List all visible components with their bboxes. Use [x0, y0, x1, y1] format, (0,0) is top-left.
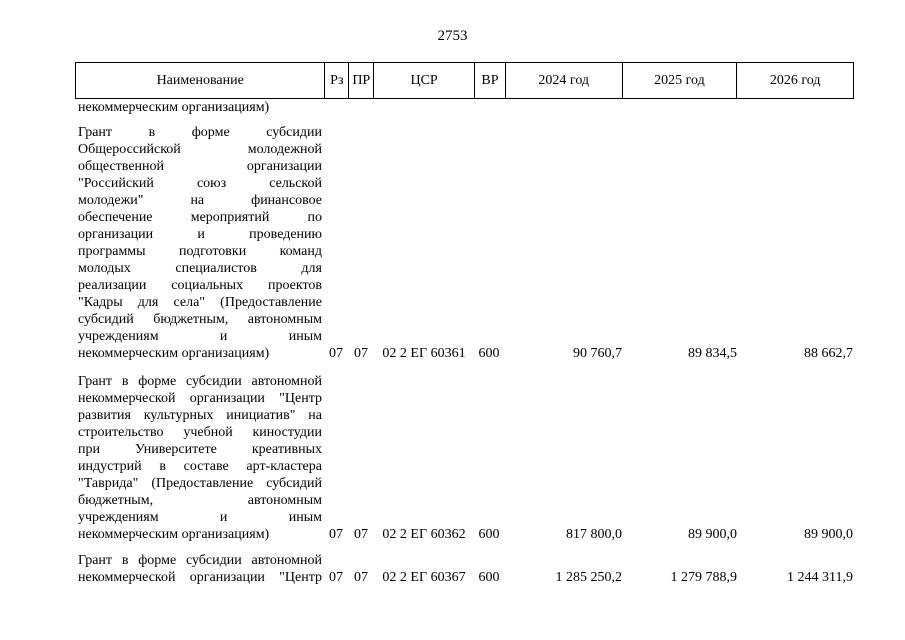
row-2026: 88 662,7	[804, 346, 853, 361]
row-rz: 07	[329, 570, 343, 585]
continuation-text: некоммерческим организациям)	[78, 100, 270, 115]
row-text-line: общественной организации	[78, 159, 322, 174]
row-text-line: учреждениям и иным	[78, 329, 322, 344]
header-2024: 2024 год	[506, 63, 623, 98]
row-vr: 600	[478, 570, 500, 585]
row-2026: 1 244 311,9	[787, 570, 853, 585]
row-text-line: молодых специалистов для	[78, 261, 322, 276]
row-csr: 02 2 ЕГ 60362	[382, 527, 466, 542]
row-text-line: некоммерческим организациям)	[78, 527, 270, 542]
row-text-line: бюджетным, автономным	[78, 493, 322, 508]
row-text-line: "Российский союз сельской	[78, 176, 322, 191]
row-text-line: "Кадры для села" (Предоставление	[78, 295, 322, 310]
header-rz: Рз	[325, 63, 349, 98]
header-2026: 2026 год	[769, 72, 821, 88]
row-2025: 1 279 788,9	[670, 570, 737, 585]
row-text-line: учреждениям и иным	[78, 510, 322, 525]
header-pr: ПР	[349, 63, 374, 98]
row-2025: 89 834,5	[688, 346, 737, 361]
page-number: 2753	[437, 28, 468, 44]
row-rz: 07	[329, 346, 343, 361]
row-2024: 90 760,7	[573, 346, 622, 361]
row-text-line: программы подготовки команд	[78, 244, 322, 259]
row-text-line: молодежи" на финансовое	[78, 193, 322, 208]
table-header	[75, 62, 854, 99]
row-text-line: строительство учебной киностудии	[78, 425, 322, 440]
row-text-line: Общероссийской молодежной	[78, 142, 322, 157]
row-2024: 817 800,0	[566, 527, 622, 542]
row-text-line: при Университете креативных	[78, 442, 322, 457]
row-2025: 89 900,0	[688, 527, 737, 542]
header-csr: ЦСР	[374, 63, 475, 98]
row-text-line: Грант в форме субсидии автономной	[78, 553, 322, 568]
header-2025: 2025 год	[623, 63, 738, 98]
row-pr: 07	[354, 346, 368, 361]
row-text-line: "Таврида" (Предоставление субсидий	[78, 476, 322, 491]
row-text-line: субсидий бюджетным, автономным	[78, 312, 322, 327]
row-text-line: индустрий в составе арт-кластера	[78, 459, 322, 474]
row-text-line: Грант в форме субсидии автономной	[78, 374, 322, 389]
row-text-line: реализации социальных проектов	[78, 278, 322, 293]
row-rz: 07	[329, 527, 343, 542]
row-vr: 600	[478, 346, 500, 361]
row-pr: 07	[354, 570, 368, 585]
header-vr: ВР	[475, 63, 506, 98]
row-text-line: некоммерческой организации "Центр	[78, 570, 322, 585]
row-text-line: Грант в форме субсидии	[78, 125, 322, 140]
row-vr: 600	[478, 527, 500, 542]
row-2024: 1 285 250,2	[555, 570, 622, 585]
row-csr: 02 2 ЕГ 60361	[382, 346, 466, 361]
row-text-line: обеспечение мероприятий по	[78, 210, 322, 225]
row-text-line: развития культурных инициатив" на	[78, 408, 322, 423]
row-text-line: организации и проведению	[78, 227, 322, 242]
header-name: Наименование	[76, 63, 325, 98]
row-text-line: некоммерческой организации "Центр	[78, 391, 322, 406]
row-2026: 89 900,0	[804, 527, 853, 542]
row-text-line: некоммерческим организациям)	[78, 346, 270, 361]
row-pr: 07	[354, 527, 368, 542]
row-csr: 02 2 ЕГ 60367	[382, 570, 466, 585]
